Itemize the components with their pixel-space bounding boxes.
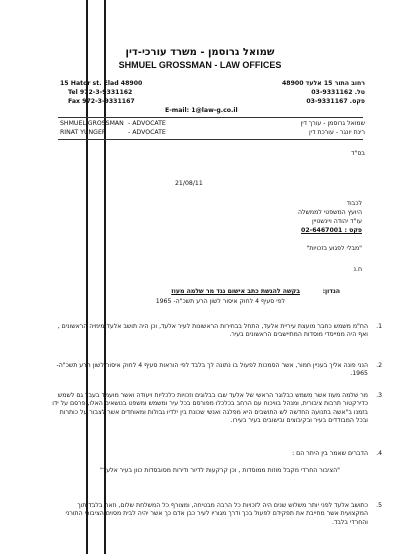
lawyer2-role-en: - ADVOCATE — [128, 129, 166, 136]
recipient-line-2: היועץ המשפטי לממשלה — [297, 209, 362, 216]
bsd-mark: בס"ד — [351, 150, 365, 157]
fax-he: פקס. 03-9331167 — [306, 98, 365, 105]
paragraph-number: 5. — [376, 502, 382, 509]
paragraph-text: מר שלמה מעוז אשר משמש כבלוגר הראשי של אלעד שבו בבלוגים וזכויות כלכליות ויעודה ואשר מועמד בעבר גם לשמש כדירקטור תרבות ציבורית, ומנהל בוויכוח עם הרחב בכלכלו מפורסם בכל עיר ומשמש ומשפט בנושאים האלו, פרסם על ידו בזמנו ב"אשה בתנועה החדשה לש התושבים היא מפלגה ואנשי שכונת בין ילדיו גבולות ומאוחדים אשר לצבור על כותרות ובכל המבודדים בעיר ובקיבוצים ובישובים בעיר בעירו. — [52, 392, 368, 425]
letter-date: 21/08/11 — [175, 180, 203, 187]
subject-subtitle: לפי סעיף 4 לחוק איסור לשון הרע תשכ"ה- 1965 — [155, 298, 285, 305]
paragraph-text: הח"מ משמש כחבר מועצת עיריית אלעד, התחל בבחירות הראשונות לעיר אלעד, וכן היה תושב אלעד מימיה הראשונים , ואף היה ממייסדי מוסדות המתיישבים הראשונים בעיר. — [57, 323, 368, 339]
letterhead-title-en: SHMUEL GROSSMAN - LAW OFFICES — [118, 60, 282, 70]
lawyer2-en: RINAT YUNGER — [60, 129, 107, 136]
paragraph-4 — [50, 450, 382, 458]
paragraph-3 — [50, 392, 382, 426]
paragraph-5 — [50, 502, 382, 527]
lawyers-divider — [58, 139, 363, 140]
paragraph-number: 3. — [376, 392, 382, 399]
lawyer2-he: רינת יונגר - עורכת דין — [309, 129, 365, 136]
without-prejudice: "מבלי לפגוע בזכויות" — [306, 245, 362, 252]
email: E-mail: 1@law-g.co.il — [165, 107, 238, 114]
subject-label: הנדון: — [322, 288, 340, 295]
tel-he: טל. 03-9331162 — [311, 89, 365, 96]
paragraph-number: 4. — [376, 450, 382, 457]
recipient-fax: פקס : 02-6467001 — [301, 227, 362, 234]
lawyer1-role-en: - ADVOCATE — [128, 120, 166, 127]
paragraph-text: כתושב אלעד לפני יותר משלוש שנים היה לזכויות כל הרבה מבטיחה, ומצורף כל המשלחת שלום, וזאת בלבד תוך המקצועית אשר מחייבת את תפקידם לפעול בכך ודרך מגוריו לעיר כבן אדם כך אשר יהיה לבית מסוים הציבורי התורני והחרדי בלבד. — [65, 502, 368, 526]
letterhead-divider — [58, 117, 363, 118]
fax-en: Fax 972-3-9331167 — [68, 98, 135, 105]
paragraph-1 — [50, 323, 382, 340]
greeting: ח.נ — [353, 266, 362, 273]
recipient-line-1: לכבוד — [346, 200, 362, 207]
paragraph-text: הדברים שאמר בין היתר הם : — [292, 450, 368, 457]
paragraph-number: 1. — [376, 323, 382, 330]
address-he: רחוב התור 15 אלעד 48900 — [282, 80, 365, 87]
letterhead-title-he: שמואל גרוסמן - משרד עורכי-דין — [125, 47, 275, 58]
recipient-line-3: עו"ד יהודה ויינשטיין — [311, 218, 362, 225]
paragraph-2 — [50, 362, 382, 379]
paragraph-text: הנני פונה אליך בעניין חמור, אשר הסמכות לפעול בו נתונה לך בלבד לפי הוראות סעיף 4 לחוק איסור לשון הרע תשכ"ה- 1965. — [56, 362, 368, 378]
lawyer1-en: SHMUEL GROSSMAN — [60, 120, 124, 127]
lawyer1-he: שמואל גרוסמן - עורך דין — [300, 120, 365, 127]
address-en: 15 Hator st. Elad 48900 — [60, 80, 143, 87]
quote-1: "הציבור החרדי מקבל מוזות ממוסדות , וכן קרקעות לדיור ודירות מסובסדות כוון בעיר אלעד" — [99, 467, 340, 474]
tel-en: Tel 972-3-9331162 — [68, 89, 133, 96]
paragraph-number: 2. — [376, 362, 382, 369]
subject-title: בקשה להגשת כתב אישום נגד מר שלמה מעוז — [171, 288, 300, 295]
